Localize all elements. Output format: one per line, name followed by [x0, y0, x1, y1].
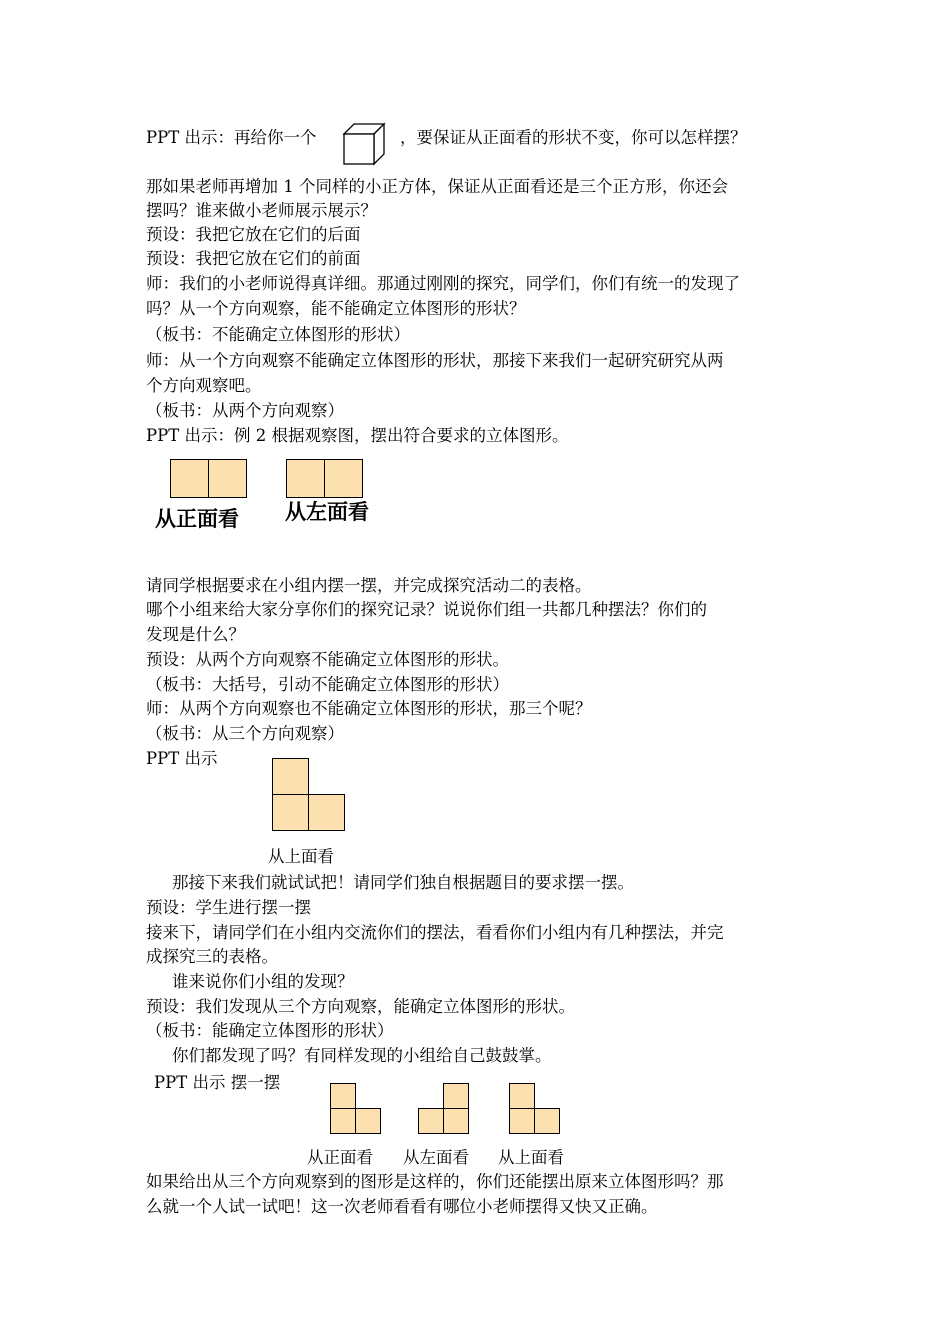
text-line: 摆吗？谁来做小老师展示展示？	[146, 201, 377, 220]
text-line: 么就一个人试一试吧！这一次老师看看有哪位小老师摆得又快又正确。	[146, 1197, 658, 1216]
square	[286, 459, 325, 498]
text-line: （板书：从两个方向观察）	[146, 401, 344, 420]
square	[443, 1108, 469, 1134]
square	[418, 1108, 444, 1134]
text-line: PPT 出示	[146, 749, 218, 768]
text-line: （板书：从三个方向观察）	[146, 724, 344, 743]
top-view-caption: 从上面看	[268, 847, 334, 866]
text-line: 个方向观察吧。	[146, 376, 262, 395]
text-line: PPT 出示：再给你一个	[146, 128, 317, 147]
text-line: 你们都发现了吗？有同样发现的小组给自己鼓鼓掌。	[172, 1046, 552, 1065]
square	[272, 758, 309, 795]
text-line: 哪个小组来给大家分享你们的探究记录？说说你们组一共都几种摆法？你们的	[146, 600, 707, 619]
text-line: 预设：我把它放在它们的后面	[146, 225, 361, 244]
square	[330, 1108, 356, 1134]
text-line: 接来下，请同学们在小组内交流你们的摆法，看看你们小组内有几种摆法，并完	[146, 923, 724, 942]
square	[272, 794, 309, 831]
text-line: 发现是什么？	[146, 625, 245, 644]
text-line: 请同学根据要求在小组内摆一摆，并完成探究活动二的表格。	[146, 576, 592, 595]
text-line: （板书：大括号，引动不能确定立体图形的形状）	[146, 675, 509, 694]
text-line: 预设：从两个方向观察不能确定立体图形的形状。	[146, 650, 509, 669]
square	[324, 459, 363, 498]
text-line: PPT 出示：例 2 根据观察图，摆出符合要求的立体图形。	[146, 426, 569, 445]
text-line: 那如果老师再增加 1 个同样的小正方体，保证从正面看还是三个正方形，你还会	[146, 177, 728, 196]
text-line: PPT 出示 摆一摆	[154, 1073, 281, 1092]
left-view-caption: 从左面看	[285, 500, 369, 524]
square	[208, 459, 247, 498]
row-left-caption: 从左面看	[403, 1148, 469, 1167]
square	[308, 794, 345, 831]
row-front-caption: 从正面看	[307, 1148, 373, 1167]
text-line: ，要保证从正面看的形状不变，你可以怎样摆？	[400, 128, 747, 147]
square	[443, 1083, 469, 1109]
text-line: 如果给出从三个方向观察到的图形是这样的，你们还能摆出原来立体图形吗？那	[146, 1172, 724, 1191]
text-line: 那接下来我们就试试把！请同学们独自根据题目的要求摆一摆。	[172, 873, 634, 892]
text-line: （板书：能确定立体图形的形状）	[146, 1021, 394, 1040]
front-view-caption: 从正面看	[155, 507, 239, 531]
text-line: 预设：学生进行摆一摆	[146, 898, 311, 917]
text-line: 预设：我把它放在它们的前面	[146, 249, 361, 268]
text-line: 师：从一个方向观察不能确定立体图形的形状，那接下来我们一起研究研究从两	[146, 351, 724, 370]
square	[509, 1108, 535, 1134]
text-line: 师：从两个方向观察也不能确定立体图形的形状，那三个呢？	[146, 699, 592, 718]
text-line: 预设：我们发现从三个方向观察，能确定立体图形的形状。	[146, 997, 575, 1016]
text-line: 成探究三的表格。	[146, 947, 278, 966]
square	[170, 459, 209, 498]
square	[355, 1108, 381, 1134]
text-line: 师：我们的小老师说得真详细。那通过刚刚的探究，同学们，你们有统一的发现了	[146, 274, 740, 293]
square	[330, 1083, 356, 1109]
square	[534, 1108, 560, 1134]
square	[509, 1083, 535, 1109]
text-line: （板书：不能确定立体图形的形状）	[146, 325, 410, 344]
text-line: 谁来说你们小组的发现？	[172, 972, 354, 991]
text-line: 吗？从一个方向观察，能不能确定立体图形的形状？	[146, 299, 526, 318]
row-top-caption: 从上面看	[498, 1148, 564, 1167]
cube-icon	[342, 122, 392, 166]
